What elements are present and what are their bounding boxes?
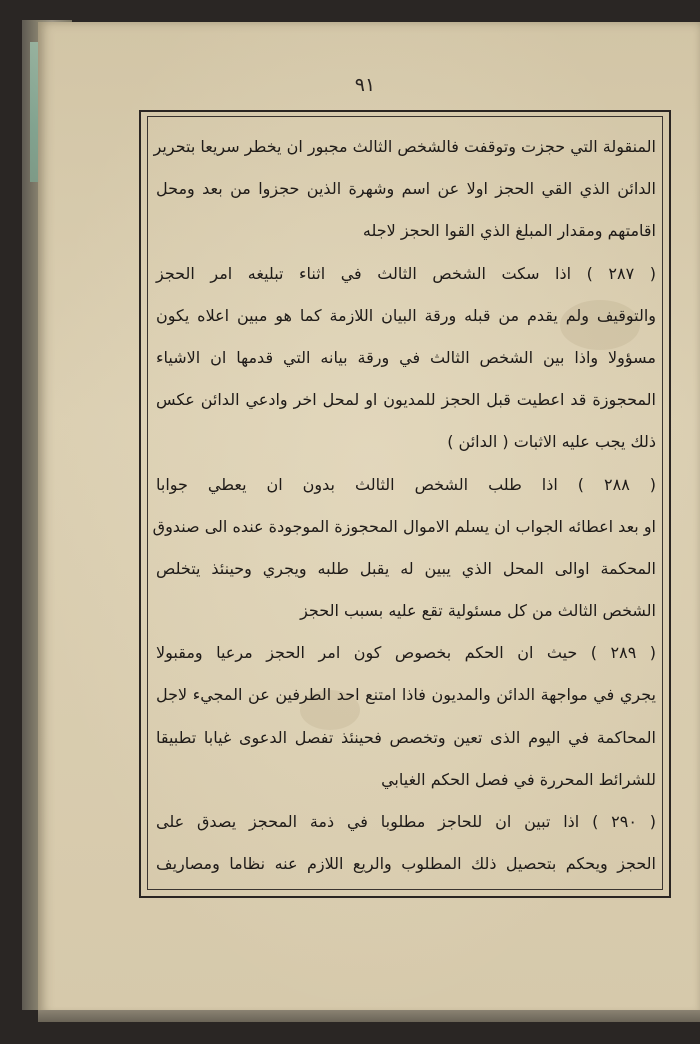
text-line: المنقولة التي حجزت وتوقفت فالشخص الثالث مجبور ان يخطر سريعا بتحرير	[153, 137, 656, 156]
article-290-heading: ( ٢٩٠ ) اذا تبين ان للحاجز مطلوبا في ذمة المحجز يصدق على	[156, 812, 657, 831]
text-line: الشخص الثالث من كل مسئولية تقع عليه بسبب الحجز	[300, 601, 656, 621]
text-line: للشرائط المحررة في فصل الحكم الغيابي	[381, 769, 656, 789]
text-line: الدائن الذي القي الحجز اولا عن اسم وشهرة الذين حجزوا من بعد ومحل	[156, 179, 656, 199]
text-line: يجري في مواجهة الدائن والمديون فاذا امتنع احد الطرفين عن المجيء لاجل	[156, 685, 656, 705]
article-289-heading: ( ٢٨٩ ) حيث ان الحكم بخصوص كون امر الحجز مرعيا ومقبولا	[156, 643, 656, 663]
text-line: مسؤولا واذا بين الشخص الثالث في ورقة بيانه التي قدمها ان الاشياء	[156, 347, 656, 367]
text-line: ذلك يجب عليه الاثبات ( الدائن )	[447, 432, 656, 452]
text-line: او بعد اعطائه الجواب ان يسلم الاموال المحجوزة الموجودة عنده الى صندوق	[152, 516, 656, 536]
page-bottom-edge	[38, 1010, 700, 1022]
article-288-heading: ( ٢٨٨ ) اذا طلب الشخص الثالث بدون ان يعطي جوابا	[156, 474, 656, 494]
text-line: الحجز ويحكم بتحصيل ذلك المطلوب والريع اللازم عنه نظاما ومصاريف	[156, 854, 656, 874]
text-line: والتوقيف ولم يقدم من قبله ورقة البيان اللازمة كما هو مبين اعلاه يكون	[156, 305, 656, 325]
text-line: المحكمة اوالى المحل الذي يبين له يقبل طلبه ويجري وحينئذ يتخلص	[156, 558, 656, 578]
text-line: المحجوزة قد اعطيت قبل الحجز للمديون او لمحل اخر وادعي الدائن عكس	[156, 390, 656, 410]
body-text	[152, 126, 660, 884]
article-287-heading: ( ٢٨٧ ) اذا سكت الشخص الثالث في اثناء تبليغه امر الحجز	[156, 263, 657, 283]
text-line: اقامتهم ومقدار المبلغ الذي القوا الحجز لاجله	[362, 221, 656, 241]
page-number: ٩١	[354, 74, 376, 96]
text-line: المحاكمة في اليوم الذى تعين وتخصص فحينئذ تفصل الدعوى غيابا تطبيقا	[156, 727, 656, 747]
